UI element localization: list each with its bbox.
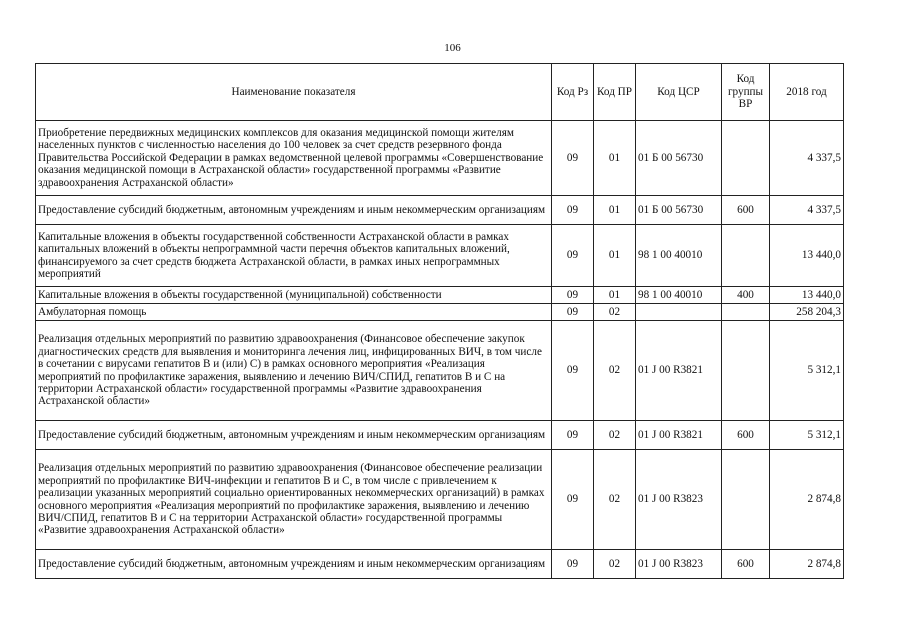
budget-table (35, 63, 844, 579)
row-rz: 09 (552, 287, 594, 304)
row-vr: 600 (722, 196, 770, 225)
row-rz: 09 (552, 121, 594, 196)
row-name: Предоставление субсидий бюджетным, автономным учреждениям и иным некоммерческим организациям (36, 550, 552, 579)
row-amount: 2 874,8 (770, 450, 844, 550)
row-name: Капитальные вложения в объекты государственной собственности Астраханской области в рамках капитальных вложений в объекты непрограммной части перечня объектов капитальных вложений, финансируемого за счет средств бюджета Астраханской области, в рамках иных непрограммных мероприятий (36, 225, 552, 287)
row-rz: 09 (552, 225, 594, 287)
header-vr: Код группы ВР (722, 64, 770, 121)
header-name: Наименование показателя (36, 64, 552, 121)
row-vr (722, 121, 770, 196)
row-name: Реализация отдельных мероприятий по развитию здравоохранения (Финансовое обеспечение реализации мероприятий по профилактике ВИЧ-инфекции и гепатитов В и С, в том числе с привлечением к реализации указанных мероприятий социально ориентированных некоммерческих организаций) в рамках основного мероприятия «Реализация мероприятий по профилактике заражения, выявлению и лечению ВИЧ/СПИД, гепатитов В и С на территории Астраханской области» государственной программы «Развитие здравоохранения Астраханской области» (36, 450, 552, 550)
row-rz: 09 (552, 304, 594, 321)
row-pr: 02 (594, 550, 636, 579)
row-amount: 13 440,0 (770, 225, 844, 287)
row-vr (722, 225, 770, 287)
row-csr: 01 J 00 R3821 (636, 321, 722, 421)
row-csr: 01 Б 00 56730 (636, 196, 722, 225)
table-row (36, 196, 844, 225)
row-amount: 258 204,3 (770, 304, 844, 321)
row-amount: 2 874,8 (770, 550, 844, 579)
row-amount: 13 440,0 (770, 287, 844, 304)
table-row (36, 321, 844, 421)
row-amount: 5 312,1 (770, 421, 844, 450)
row-pr: 01 (594, 287, 636, 304)
table-row (36, 550, 844, 579)
row-csr: 01 J 00 R3821 (636, 421, 722, 450)
row-name: Капитальные вложения в объекты государственной (муниципальной) собственности (36, 287, 552, 304)
row-csr: 98 1 00 40010 (636, 287, 722, 304)
row-vr (722, 450, 770, 550)
row-vr: 400 (722, 287, 770, 304)
row-amount: 4 337,5 (770, 121, 844, 196)
row-csr: 01 Б 00 56730 (636, 121, 722, 196)
row-rz: 09 (552, 196, 594, 225)
row-amount: 5 312,1 (770, 321, 844, 421)
table-row (36, 450, 844, 550)
table-row (36, 121, 844, 196)
row-pr: 02 (594, 421, 636, 450)
header-pr: Код ПР (594, 64, 636, 121)
header-year: 2018 год (770, 64, 844, 121)
table-row (36, 225, 844, 287)
row-pr: 01 (594, 196, 636, 225)
row-vr: 600 (722, 421, 770, 450)
row-rz: 09 (552, 321, 594, 421)
row-rz: 09 (552, 421, 594, 450)
row-csr (636, 304, 722, 321)
row-name: Амбулаторная помощь (36, 304, 552, 321)
table-row (36, 421, 844, 450)
table-row (36, 287, 844, 304)
row-name: Реализация отдельных мероприятий по развитию здравоохранения (Финансовое обеспечение закупок диагностических средств для выявления и мониторинга лечения лиц, инфицированных ВИЧ, в том числе в сочетании с вирусами гепатитов В и (или) С) в рамках основного мероприятия «Реализация мероприятий по профилактике заражения, выявлению и лечению ВИЧ/СПИД, гепатитов В и С на территории Астраханской области» государственной программы «Развитие здравоохранения Астраханской области» (36, 321, 552, 421)
row-rz: 09 (552, 450, 594, 550)
header-csr: Код ЦСР (636, 64, 722, 121)
row-vr (722, 321, 770, 421)
row-pr: 02 (594, 304, 636, 321)
row-vr: 600 (722, 550, 770, 579)
table-header-row (36, 64, 844, 121)
header-rz: Код Рз (552, 64, 594, 121)
row-pr: 02 (594, 321, 636, 421)
row-pr: 02 (594, 450, 636, 550)
row-pr: 01 (594, 121, 636, 196)
row-name: Приобретение передвижных медицинских комплексов для оказания медицинской помощи жителям населенных пунктов с численностью населения до 100 человек за счет средств резервного фонда Правительства Российской Федерации в рамках ведомственной целевой программы «Совершенствование оказания медицинской помощи в Астраханской области» государственной программы «Развитие здравоохранения Астраханской области» (36, 121, 552, 196)
row-csr: 01 J 00 R3823 (636, 450, 722, 550)
row-name: Предоставление субсидий бюджетным, автономным учреждениям и иным некоммерческим организациям (36, 196, 552, 225)
row-amount: 4 337,5 (770, 196, 844, 225)
row-name: Предоставление субсидий бюджетным, автономным учреждениям и иным некоммерческим организациям (36, 421, 552, 450)
table-row (36, 304, 844, 321)
row-csr: 01 J 00 R3823 (636, 550, 722, 579)
row-csr: 98 1 00 40010 (636, 225, 722, 287)
row-rz: 09 (552, 550, 594, 579)
page-number: 106 (444, 42, 461, 54)
row-pr: 01 (594, 225, 636, 287)
row-vr (722, 304, 770, 321)
